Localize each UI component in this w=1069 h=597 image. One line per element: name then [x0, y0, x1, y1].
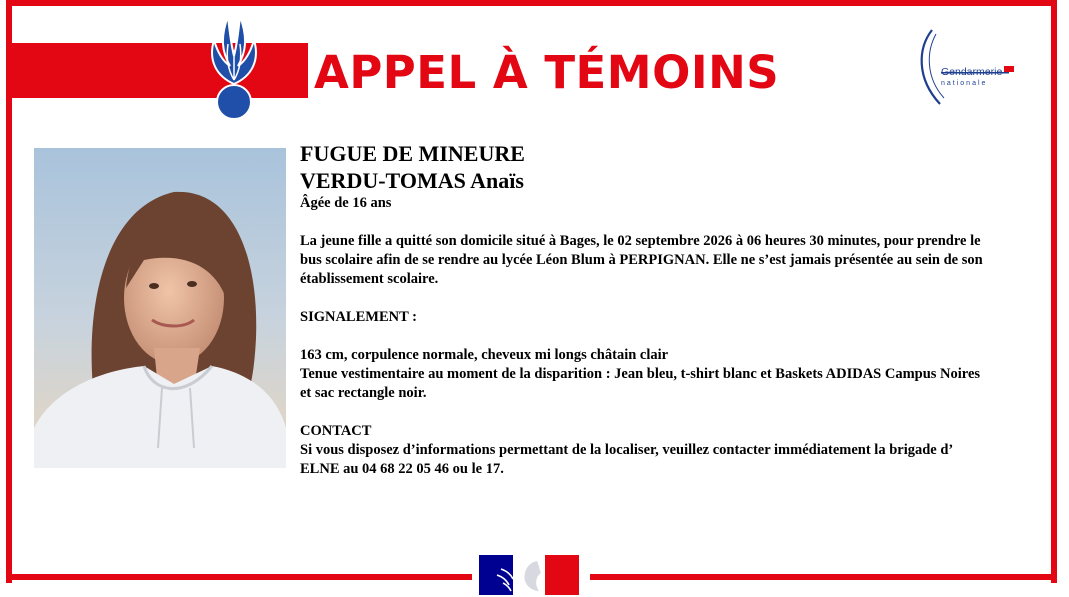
logo-line2: nationale: [941, 79, 988, 87]
missing-person-age: Âgée de 16 ans: [300, 195, 392, 211]
circumstances-text: La jeune fille a quitté son domicile situé à Bages, le 02 septembre 2026 à 06 heures 30 minutes, pour prendre le bus scolaire afin de se rendre au lycée Léon Blum à PERPIGNAN. Elle ne s’est jamais présentée au sein de son établissement scolaire.: [300, 233, 983, 287]
notice-content: [300, 140, 990, 479]
contact-text: Si vous disposez d’informations permettant de la localiser, veuillez contacter immédiatement la brigade d’ ELNE au 04 68 22 05 46 ou le 17.: [300, 442, 953, 477]
case-type-heading: FUGUE DE MINEURE: [300, 141, 525, 166]
marianne-logo: [479, 555, 579, 595]
page-title: APPEL À TÉMOINS: [314, 46, 780, 99]
footer-rule-left: [6, 574, 472, 580]
description-physical: 163 cm, corpulence normale, cheveux mi longs châtain clair: [300, 347, 669, 363]
gendarmerie-grenade-icon: [200, 10, 268, 124]
missing-person-photo: [34, 148, 286, 468]
logo-text: [941, 67, 1002, 87]
footer-rule-right: [590, 574, 1057, 580]
contact-heading: CONTACT: [300, 423, 372, 439]
missing-person-name: VERDU-TOMAS Anaïs: [300, 168, 524, 193]
description-clothing: Tenue vestimentaire au moment de la disparition : Jean bleu, t-shirt blanc et Baskets ADIDAS Campus Noires et sac rectangle noir.: [300, 366, 981, 401]
logo-line1: Gendarmerie: [941, 66, 1003, 78]
header-banner-slant: [284, 43, 308, 98]
description-heading: SIGNALEMENT :: [300, 309, 417, 325]
